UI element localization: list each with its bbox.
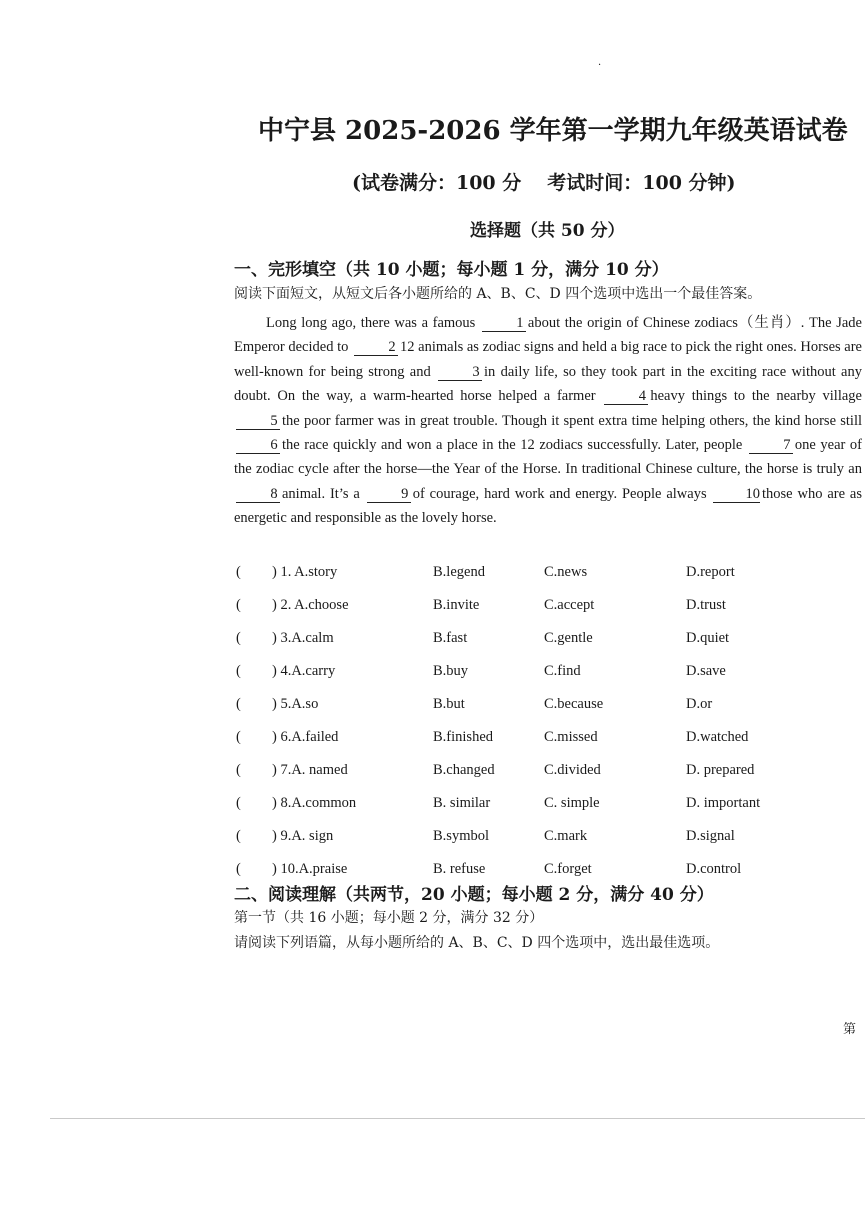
option-a: ) 3.A.calm — [272, 630, 334, 646]
option-d: D.trust — [686, 597, 726, 613]
answer-paren: ( — [236, 597, 241, 613]
cloze-blank: 3 — [438, 365, 482, 381]
passage-text-segment: one year of the zodiac cycle after the horse—the Year of the Horse. In traditional Chinese culture, the horse is truly an — [234, 437, 862, 478]
cloze-blank: 6 — [236, 438, 280, 454]
answer-paren: ( — [236, 696, 241, 712]
option-d: D.report — [686, 564, 735, 580]
option-a: ) 7.A. named — [272, 762, 348, 778]
option-c: C.mark — [544, 828, 588, 844]
option-b: B.fast — [433, 630, 468, 646]
option-d: D.save — [686, 663, 726, 679]
passage-text-segment: the race quickly and won a place in the 12 zodiacs successfully. Later, people — [282, 437, 747, 454]
exam-title: 中宁县 2025-2026 学年第一学期九年级英语试卷 — [258, 116, 848, 146]
cloze-blank: 8 — [236, 487, 280, 503]
option-b: B.legend — [433, 564, 485, 580]
passage-text-segment: of courage, hard work and energy. People always — [412, 485, 712, 502]
cloze-blank: 10 — [713, 487, 760, 503]
option-b: B.finished — [433, 729, 494, 745]
answer-paren: ( — [236, 861, 241, 877]
question-row — [234, 824, 854, 857]
cloze-blank: 7 — [749, 438, 793, 454]
option-c: C.news — [544, 564, 588, 580]
answer-paren: ( — [236, 663, 241, 679]
option-b: B.but — [433, 696, 465, 712]
question-options — [234, 560, 854, 890]
answer-paren: ( — [236, 564, 241, 580]
section-2-instruction: 请阅读下列语篇，从每小题所给的 A、B、C、D 四个选项中，选出最佳选项。 — [234, 935, 720, 951]
passage-text-segment: in daily life, so they took part in the exciting race without any doubt. On the way, a warm-hearted horse helped a farmer — [234, 363, 862, 405]
option-a: ) 8.A.common — [272, 795, 357, 811]
section-2-subheading: 第一节（共 16 小题；每小题 2 分，满分 32 分） — [234, 910, 544, 926]
question-row — [234, 659, 854, 692]
section-1-heading: 一、完形填空（共 10 小题；每小题 1 分，满分 10 分） — [234, 260, 669, 280]
cloze-blank: 9 — [367, 487, 411, 503]
option-a: ) 10.A.praise — [272, 861, 348, 877]
option-d: D.signal — [686, 828, 735, 844]
option-b: B.symbol — [433, 828, 489, 844]
answer-paren: ( — [236, 630, 241, 646]
exam-time: 考试时间：100 分钟) — [547, 172, 736, 194]
section-1-instruction: 阅读下面短文，从短文后各小题所给的 A、B、C、D 四个选项中选出一个最佳答案。 — [234, 286, 762, 302]
option-c: C. simple — [544, 795, 600, 811]
option-c: C.missed — [544, 729, 598, 745]
option-c: C.find — [544, 663, 581, 679]
bottom-rule — [50, 1118, 865, 1119]
answer-paren: ( — [236, 729, 241, 745]
option-b: B.changed — [433, 762, 495, 778]
option-d: D.quiet — [686, 630, 730, 646]
answer-paren: ( — [236, 828, 241, 844]
option-c: C.forget — [544, 861, 592, 877]
answer-paren: ( — [236, 795, 241, 811]
passage-text-segment: 12 animals as zodiac signs and held a big race to pick the right ones. Horses are well-known for being strong and — [234, 339, 862, 380]
option-a: ) 6.A.failed — [272, 729, 339, 745]
option-c: C.because — [544, 696, 604, 712]
question-row — [234, 791, 854, 824]
question-row — [234, 725, 854, 758]
option-a: ) 5.A.so — [272, 696, 319, 712]
question-row — [234, 626, 854, 659]
passage-text-segment: about the origin of Chinese zodiacs（生肖）. The Jade Emperor decided to — [234, 315, 862, 356]
cloze-blank: 5 — [236, 414, 280, 430]
section-2-heading: 二、阅读理解（共两节，20 小题；每小题 2 分，满分 40 分） — [234, 885, 714, 905]
part-title: 选择题（共 50 分） — [470, 221, 625, 241]
cloze-blank: 4 — [604, 389, 648, 405]
passage-text-segment: those who are as energetic and responsible as the lovely horse. — [234, 485, 862, 527]
option-c: C.divided — [544, 762, 601, 778]
option-b: B. similar — [433, 795, 491, 811]
cloze-blank: 1 — [482, 316, 526, 332]
option-d: D. prepared — [686, 762, 755, 778]
cloze-passage — [234, 311, 862, 531]
question-row — [234, 593, 854, 626]
page-number-mark: 第 — [843, 1022, 857, 1037]
answer-paren: ( — [236, 762, 241, 778]
passage-text-segment: animal. It’s a — [282, 485, 365, 502]
scan-speck: · — [598, 60, 602, 71]
passage-text-segment: heavy things to the nearby village — [650, 388, 862, 405]
option-d: D.control — [686, 861, 742, 877]
passage-text-segment: the poor farmer was in great trouble. Though it spent extra time helping others, the kind horse still — [282, 412, 862, 429]
option-b: B. refuse — [433, 861, 486, 877]
option-b: B.buy — [433, 663, 469, 679]
question-row — [234, 758, 854, 791]
cloze-passage-text — [234, 311, 862, 531]
option-c: C.gentle — [544, 630, 593, 646]
exam-info — [352, 168, 736, 195]
option-c: C.accept — [544, 597, 595, 613]
question-row — [234, 692, 854, 725]
option-a: ) 9.A. sign — [272, 828, 334, 844]
full-score: (试卷满分：100 分 — [352, 172, 522, 194]
option-b: B.invite — [433, 597, 480, 613]
passage-text-segment: Long long ago, there was a famous — [266, 315, 480, 331]
option-d: D.watched — [686, 729, 749, 745]
option-a: ) 4.A.carry — [272, 663, 336, 679]
option-d: D. important — [686, 795, 761, 811]
option-a: ) 2. A.choose — [272, 597, 349, 613]
option-a: ) 1. A.story — [272, 564, 338, 580]
cloze-blank: 2 — [354, 340, 398, 356]
option-d: D.or — [686, 696, 713, 712]
question-row — [234, 560, 854, 593]
